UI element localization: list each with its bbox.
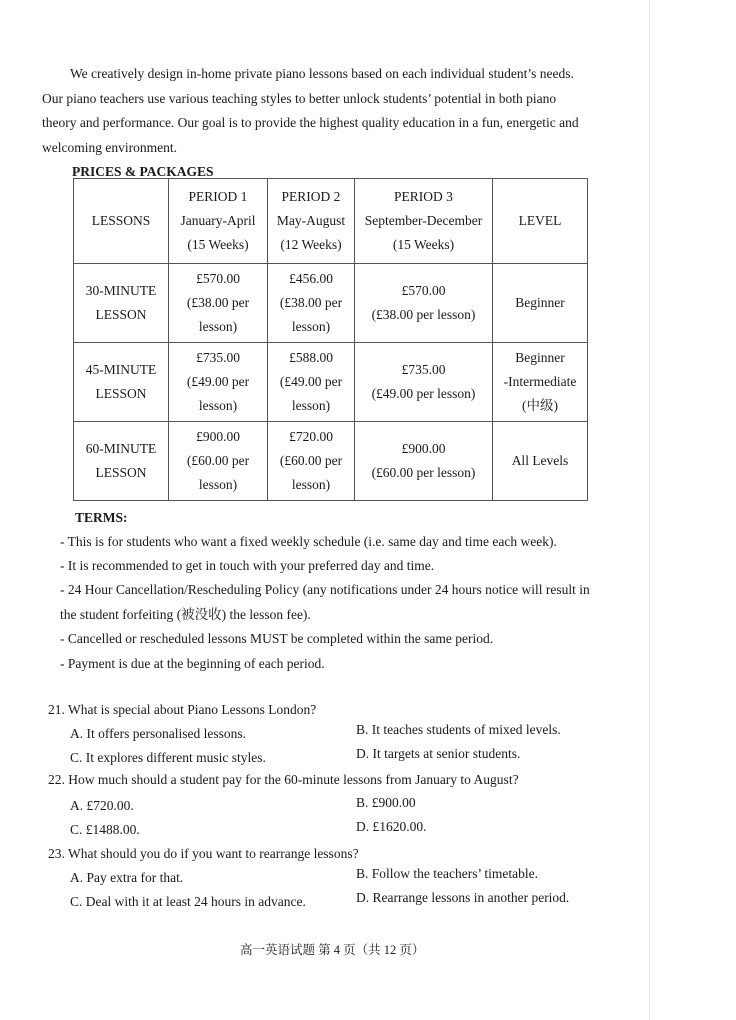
page-footer: 高一英语试题 第 4 页（共 12 页） [240,943,425,957]
table-header-row [74,179,588,264]
term-item: - This is for students who want a fixed weekly schedule (i.e. same day and time each week). [60,534,557,549]
header-period-2: PERIOD 2 May-August (12 Weeks) [268,179,355,264]
prices-table [73,178,588,501]
price-cell: £735.00 (£49.00 per lesson) [169,343,268,422]
q22-option-b: B. £900.00 [356,795,416,810]
q23-option-a: A. Pay extra for that. [70,870,184,885]
q21-option-a: A. It offers personalised lessons. [70,726,246,741]
lesson-cell: 30-MINUTE LESSON [74,264,169,343]
level-cell: Beginner -Intermediate (中级) [493,343,588,422]
price-cell: £570.00 (£38.00 per lesson) [355,264,493,343]
lesson-cell: 60-MINUTE LESSON [74,422,169,501]
q22-option-a: A. £720.00. [70,798,134,813]
price-cell: £720.00 (£60.00 per lesson) [268,422,355,501]
term-item: - Payment is due at the beginning of each period. [60,656,325,671]
intro-line: We creatively design in-home private piano lessons based on each individual student’s needs. [70,66,574,81]
q23-option-c: C. Deal with it at least 24 hours in advance. [70,894,306,909]
q23-option-b: B. Follow the teachers’ timetable. [356,866,538,881]
table-row [74,264,588,343]
level-cell: All Levels [493,422,588,501]
prices-heading: PRICES & PACKAGES [72,164,214,179]
term-item: - Cancelled or rescheduled lessons MUST be completed within the same period. [60,631,494,646]
intro-line: theory and performance. Our goal is to provide the highest quality education in a fun, energetic and [42,115,579,130]
terms-heading: TERMS: [75,510,128,525]
q22-option-c: C. £1488.00. [70,822,140,837]
level-cell: Beginner [493,264,588,343]
intro-line: welcoming environment. [42,139,177,155]
q21-option-d: D. It targets at senior students. [356,746,521,761]
price-cell: £456.00 (£38.00 per lesson) [268,264,355,343]
question-21-stem: 21. What is special about Piano Lessons London? [48,702,317,717]
table-row [74,422,588,501]
price-cell: £900.00 (£60.00 per lesson) [355,422,493,501]
header-level: LEVEL [493,179,588,264]
header-period-3: PERIOD 3 September-December (15 Weeks) [355,179,493,264]
q21-option-c: C. It explores different music styles. [70,750,266,765]
intro-paragraph [42,62,612,160]
term-item: - It is recommended to get in touch with your preferred day and time. [60,558,435,573]
header-period-1: PERIOD 1 January-April (15 Weeks) [169,179,268,264]
lesson-cell: 45-MINUTE LESSON [74,343,169,422]
q21-option-b: B. It teaches students of mixed levels. [356,722,561,737]
question-23-stem: 23. What should you do if you want to rearrange lessons? [48,846,359,861]
page-edge-line [649,0,650,1020]
price-cell: £570.00 (£38.00 per lesson) [169,264,268,343]
price-cell: £735.00 (£49.00 per lesson) [355,343,493,422]
table-row [74,343,588,422]
question-22-stem: 22. How much should a student pay for the 60-minute lessons from January to August? [48,772,519,787]
intro-line: Our piano teachers use various teaching styles to better unlock students’ potential in both piano [42,90,557,106]
q23-option-d: D. Rearrange lessons in another period. [356,890,570,905]
price-cell: £900.00 (£60.00 per lesson) [169,422,268,501]
price-cell: £588.00 (£49.00 per lesson) [268,343,355,422]
q22-option-d: D. £1620.00. [356,819,427,834]
term-item: the student forfeiting (被没收) the lesson fee). [60,607,311,622]
header-lessons: LESSONS [74,179,169,264]
term-item: - 24 Hour Cancellation/Rescheduling Policy (any notifications under 24 hours notice will result in [60,582,590,597]
